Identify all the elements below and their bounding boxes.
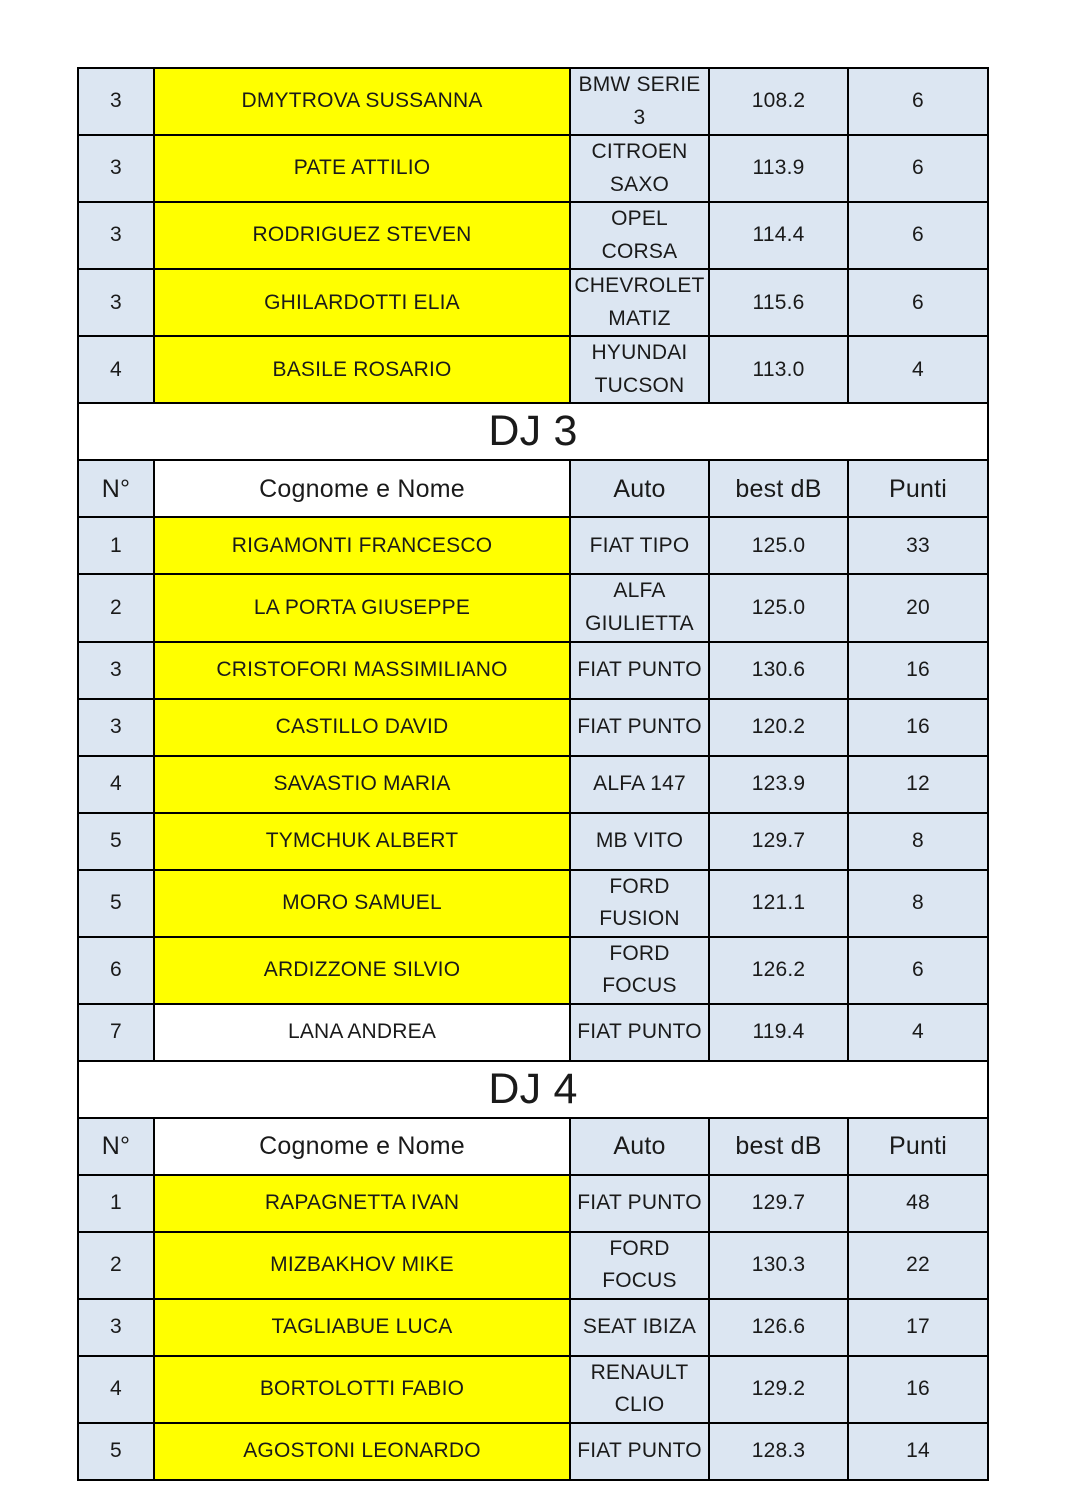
table-row [78,813,988,870]
best-db-cell: 113.9 [709,135,848,202]
car-cell: FIAT PUNTO [570,1175,709,1232]
header-points: Punti [848,1118,988,1175]
points-cell: 12 [848,756,988,813]
car-cell: FIAT PUNTO [570,1004,709,1061]
best-db-cell: 123.9 [709,756,848,813]
best-db-cell: 126.6 [709,1299,848,1356]
car-cell: BMW SERIE 3 [570,68,709,135]
name-cell: DMYTROVA SUSSANNA [154,68,570,135]
points-cell: 22 [848,1232,988,1299]
points-cell: 6 [848,937,988,1004]
best-db-cell: 114.4 [709,202,848,269]
header-best-db: best dB [709,460,848,517]
table-row [78,870,988,937]
name-cell: SAVASTIO MARIA [154,756,570,813]
points-cell: 4 [848,336,988,403]
header-position: N° [78,460,154,517]
points-cell: 14 [848,1423,988,1480]
name-cell: TYMCHUK ALBERT [154,813,570,870]
table-row [78,336,988,403]
best-db-cell: 121.1 [709,870,848,937]
best-db-cell: 129.7 [709,1175,848,1232]
header-best-db: best dB [709,1118,848,1175]
points-cell: 4 [848,1004,988,1061]
position-cell: 7 [78,1004,154,1061]
results-sheet [77,67,987,1481]
points-cell: 16 [848,642,988,699]
name-cell: PATE ATTILIO [154,135,570,202]
car-cell: FIAT PUNTO [570,1423,709,1480]
position-cell: 1 [78,1175,154,1232]
position-cell: 2 [78,574,154,641]
car-cell: MB VITO [570,813,709,870]
car-cell: FIAT PUNTO [570,699,709,756]
position-cell: 3 [78,135,154,202]
section-title-row [78,1061,988,1118]
best-db-cell: 113.0 [709,336,848,403]
table-row [78,937,988,1004]
best-db-cell: 130.6 [709,642,848,699]
best-db-cell: 129.7 [709,813,848,870]
table-row [78,517,988,574]
best-db-cell: 125.0 [709,574,848,641]
points-cell: 8 [848,870,988,937]
points-cell: 6 [848,68,988,135]
name-cell: CASTILLO DAVID [154,699,570,756]
position-cell: 4 [78,1356,154,1423]
best-db-cell: 129.2 [709,1356,848,1423]
section-title: DJ 3 [78,403,988,460]
car-cell: CHEVROLET MATIZ [570,269,709,336]
car-cell: FORD FOCUS [570,937,709,1004]
car-cell: FORD FUSION [570,870,709,937]
table-row [78,1175,988,1232]
name-cell: RAPAGNETTA IVAN [154,1175,570,1232]
position-cell: 4 [78,756,154,813]
points-cell: 16 [848,1356,988,1423]
position-cell: 3 [78,202,154,269]
position-cell: 2 [78,1232,154,1299]
name-cell: CRISTOFORI MASSIMILIANO [154,642,570,699]
name-cell: LANA ANDREA [154,1004,570,1061]
header-name: Cognome e Nome [154,1118,570,1175]
points-cell: 48 [848,1175,988,1232]
position-cell: 4 [78,336,154,403]
table-row [78,574,988,641]
best-db-cell: 130.3 [709,1232,848,1299]
table-row [78,68,988,135]
points-cell: 8 [848,813,988,870]
best-db-cell: 120.2 [709,699,848,756]
best-db-cell: 126.2 [709,937,848,1004]
table-row [78,269,988,336]
section-title-row [78,403,988,460]
name-cell: MIZBAKHOV MIKE [154,1232,570,1299]
name-cell: RODRIGUEZ STEVEN [154,202,570,269]
car-cell: ALFA 147 [570,756,709,813]
best-db-cell: 125.0 [709,517,848,574]
car-cell: ALFA GIULIETTA [570,574,709,641]
name-cell: AGOSTONI LEONARDO [154,1423,570,1480]
header-points: Punti [848,460,988,517]
car-cell: OPEL CORSA [570,202,709,269]
car-cell: SEAT IBIZA [570,1299,709,1356]
position-cell: 3 [78,642,154,699]
car-cell: FIAT PUNTO [570,642,709,699]
column-header-row [78,460,988,517]
best-db-cell: 115.6 [709,269,848,336]
table-row [78,1004,988,1061]
position-cell: 5 [78,1423,154,1480]
table-row [78,135,988,202]
car-cell: CITROEN SAXO [570,135,709,202]
points-cell: 16 [848,699,988,756]
position-cell: 3 [78,1299,154,1356]
name-cell: BORTOLOTTI FABIO [154,1356,570,1423]
header-car: Auto [570,1118,709,1175]
position-cell: 5 [78,870,154,937]
position-cell: 3 [78,269,154,336]
name-cell: BASILE ROSARIO [154,336,570,403]
table-row [78,699,988,756]
points-cell: 20 [848,574,988,641]
position-cell: 3 [78,699,154,756]
table-row [78,1356,988,1423]
table-row [78,756,988,813]
name-cell: MORO SAMUEL [154,870,570,937]
car-cell: RENAULT CLIO [570,1356,709,1423]
position-cell: 6 [78,937,154,1004]
position-cell: 5 [78,813,154,870]
column-header-row [78,1118,988,1175]
name-cell: GHILARDOTTI ELIA [154,269,570,336]
name-cell: TAGLIABUE LUCA [154,1299,570,1356]
name-cell: ARDIZZONE SILVIO [154,937,570,1004]
section-title: DJ 4 [78,1061,988,1118]
name-cell: LA PORTA GIUSEPPE [154,574,570,641]
points-cell: 6 [848,202,988,269]
best-db-cell: 119.4 [709,1004,848,1061]
header-position: N° [78,1118,154,1175]
car-cell: FORD FOCUS [570,1232,709,1299]
car-cell: FIAT TIPO [570,517,709,574]
position-cell: 1 [78,517,154,574]
points-cell: 6 [848,269,988,336]
car-cell: HYUNDAI TUCSON [570,336,709,403]
points-cell: 6 [848,135,988,202]
table-row [78,1299,988,1356]
name-cell: RIGAMONTI FRANCESCO [154,517,570,574]
results-table [77,67,989,1481]
table-row [78,1232,988,1299]
points-cell: 17 [848,1299,988,1356]
position-cell: 3 [78,68,154,135]
header-name: Cognome e Nome [154,460,570,517]
table-row [78,642,988,699]
points-cell: 33 [848,517,988,574]
best-db-cell: 108.2 [709,68,848,135]
table-row [78,202,988,269]
best-db-cell: 128.3 [709,1423,848,1480]
table-row [78,1423,988,1480]
header-car: Auto [570,460,709,517]
